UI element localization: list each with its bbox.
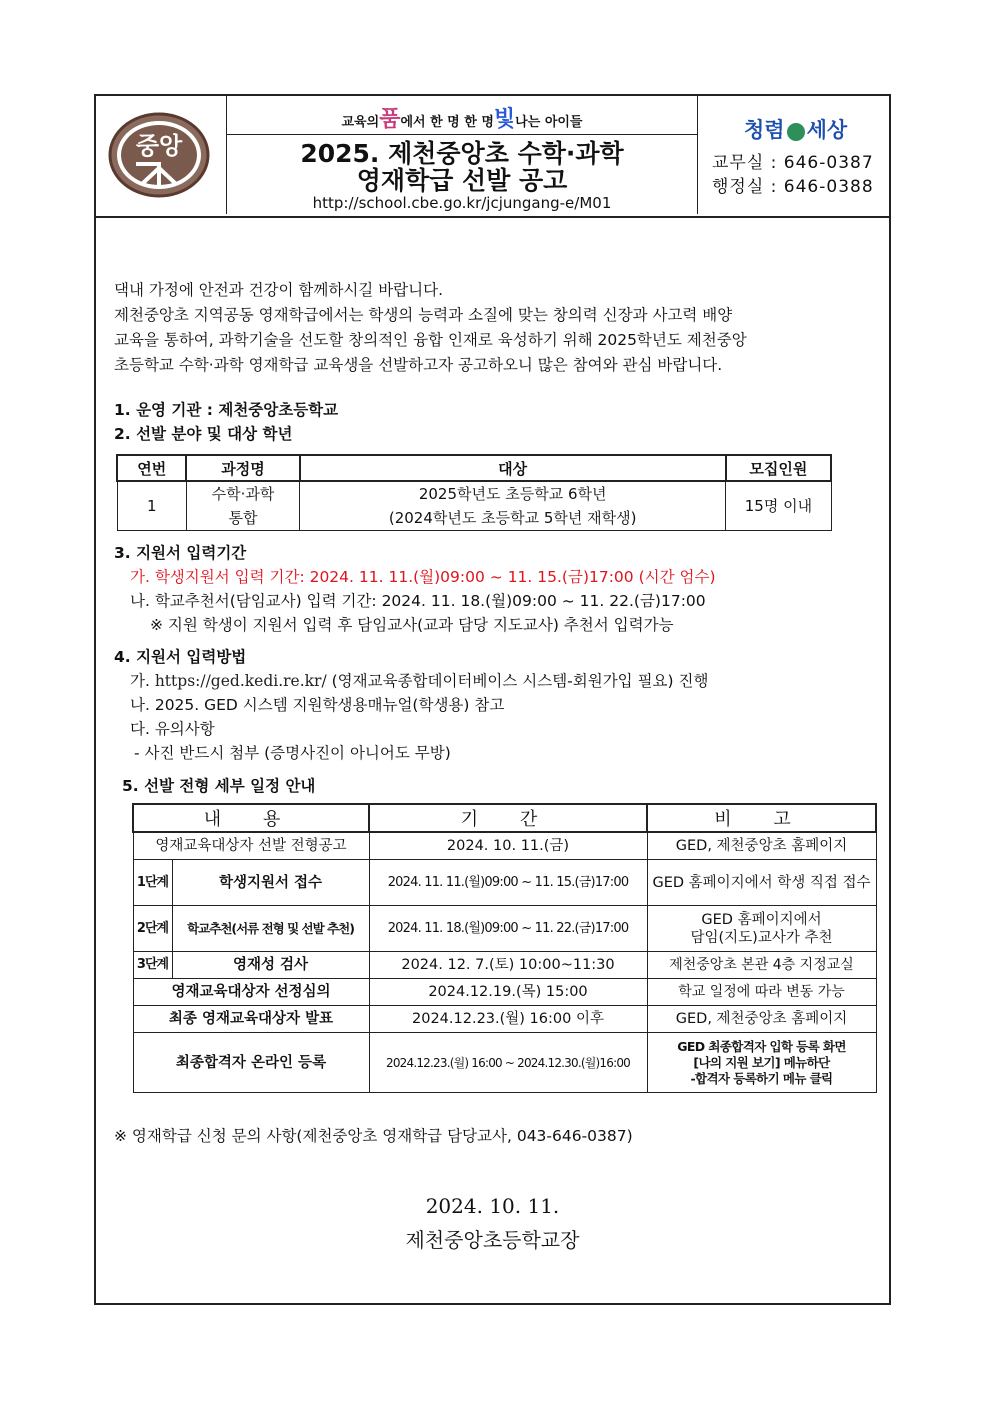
logo-cell: [96, 96, 227, 214]
slogan-mid: 에서 한 명 한 명: [400, 115, 494, 130]
intro-line: 초등학교 수학·과학 영재학급 교육생을 선발하고자 공고하오니 많은 참여와 관심 바랍니다.: [114, 356, 723, 374]
school-url[interactable]: http://school.cbe.go.kr/jcjungang-e/M01: [312, 194, 612, 212]
slogan: [227, 104, 697, 135]
school-logo-icon: [108, 112, 210, 198]
section1-title: 1. 운영 기관 : 제천중앙초등학교: [114, 401, 339, 419]
table-row: [133, 906, 876, 952]
col-count: 모집인원: [726, 455, 831, 481]
brand-left: 청렴: [744, 117, 785, 142]
row-stage: 3단계: [133, 952, 172, 979]
cell-count: 15명 이내: [726, 481, 831, 531]
col-period: 기 간: [369, 804, 647, 832]
document-frame: [94, 94, 891, 1305]
row-note: [647, 906, 876, 952]
row-period: 2024. 11. 11.(월)09:00 ~ 11. 15.(금)17:00: [369, 860, 647, 906]
row-note: [647, 1033, 876, 1093]
row-note-line: GED 최종합격자 입학 등록 화면: [677, 1038, 846, 1054]
row-note: 학교 일정에 따라 변동 가능: [647, 979, 876, 1006]
table-row: [133, 952, 876, 979]
brand-right: 세상: [806, 117, 848, 142]
row-stage: 1단계: [133, 860, 172, 906]
row-period: 2024. 11. 18.(월)09:00 ~ 11. 22.(금)17:00: [369, 906, 647, 952]
row-period: 2024. 10. 11.(금): [369, 832, 647, 860]
section3-title: 3. 지원서 입력기간: [114, 544, 247, 562]
section3-student-period: 가. 학생지원서 입력 기간: 2024. 11. 11.(월)09:00 ~ 11. 15.(금)17:00 (시간 엄수): [130, 568, 716, 586]
method-a-prefix: 가.: [130, 672, 155, 690]
row-content: 최종합격자 온라인 등록: [133, 1033, 369, 1093]
target-table: [116, 454, 832, 531]
row-period: 2024.12.19.(목) 15:00: [369, 979, 647, 1006]
row-content: 영재교육대상자 선정심의: [133, 979, 369, 1006]
phone-admin: 행정실 : 646-0388: [712, 177, 874, 197]
table-row: [133, 860, 876, 906]
row-note: 제천중앙초 본관 4층 지정교실: [647, 952, 876, 979]
contact-cell: [698, 96, 891, 214]
row-stage: 2단계: [133, 906, 172, 952]
cell-no: 1: [117, 481, 186, 531]
table-row: [133, 1033, 876, 1093]
row-note-line: -합격자 등록하기 메뉴 클릭: [690, 1070, 833, 1086]
header: [96, 96, 889, 218]
integrity-brand: [744, 114, 847, 144]
row-period: 2024.12.23.(월) 16:00 이후: [369, 1006, 647, 1033]
row-note: GED 홈페이지에서 학생 직접 접수: [647, 860, 876, 906]
page-title-line2: 영재학급 선발 공고: [356, 166, 568, 195]
table-row: [117, 506, 831, 531]
col-course: 과정명: [186, 455, 299, 481]
table-row: [133, 979, 876, 1006]
col-no: 연번: [117, 455, 186, 481]
section4-method-c: 다. 유의사항: [130, 720, 215, 738]
logo-text: 중앙: [135, 132, 183, 160]
slogan-big2: 빛: [493, 106, 516, 132]
row-period: 2024. 12. 7.(토) 10:00~11:30: [369, 952, 647, 979]
row-note-line: [나의 지원 보기] 메뉴하단: [693, 1054, 830, 1070]
row-content: 학생지원서 접수: [172, 860, 369, 906]
schedule-header-row: [133, 804, 876, 832]
table-row: [133, 832, 876, 860]
row-note-line: 담임(지도)교사가 추천: [690, 929, 833, 946]
table-row: [117, 481, 831, 506]
title-cell: [227, 96, 698, 214]
cell-target-1: 2025학년도 초등학교 6학년: [300, 481, 726, 506]
row-note-line: GED 홈페이지에서: [701, 911, 822, 928]
section2-title: 2. 선발 분야 및 대상 학년: [114, 425, 293, 443]
col-content: 내 용: [133, 804, 369, 832]
section3-teacher-period: 나. 학교추천서(담임교사) 입력 기간: 2024. 11. 18.(월)09:00 ~ 11. 22.(금)17:00: [130, 592, 706, 610]
inquiry-note: ※ 영재학급 신청 문의 사항(제천중앙초 영재학급 담당교사, 043-646-0387): [114, 1127, 633, 1145]
brand-dot-icon: [787, 123, 805, 141]
slogan-big: 품: [379, 106, 401, 132]
intro-line: 제천중앙초 지역공동 영재학급에서는 학생의 능력과 소질에 맞는 창의력 신장과 사고력 배양: [114, 306, 733, 324]
slogan-pre: 교육의: [341, 115, 380, 130]
cell-course-2: 통합: [186, 506, 299, 531]
phone-academic: 교무실 : 646-0387: [712, 153, 874, 173]
row-content: 최종 영재교육대상자 발표: [133, 1006, 369, 1033]
row-content: 영재교육대상자 선발 전형공고: [133, 832, 369, 860]
col-note: 비 고: [647, 804, 876, 832]
row-content: 학교추천(서류 전형 및 선발 추천): [172, 906, 369, 952]
section4-title: 4. 지원서 입력방법: [114, 648, 247, 666]
schedule-table: [132, 803, 877, 1093]
section4-method-b: 나. 2025. GED 시스템 지원학생용매뉴얼(학생용) 참고: [130, 696, 505, 714]
col-target: 대상: [300, 455, 726, 481]
intro-paragraph: [114, 278, 874, 378]
issue-date: 2024. 10. 11.: [425, 1194, 560, 1218]
table-row: [133, 1006, 876, 1033]
intro-line: 댁내 가정에 안전과 건강이 함께하시길 바랍니다.: [114, 281, 444, 299]
cell-course-1: 수학·과학: [186, 481, 299, 506]
section5-title: 5. 선발 전형 세부 일정 안내: [122, 777, 316, 795]
slogan-post: 나는 아이들: [515, 115, 583, 130]
section4-caution-item: - 사진 반드시 첨부 (증명사진이 아니어도 무방): [134, 744, 451, 762]
row-note: GED, 제천중앙초 홈페이지: [647, 1006, 876, 1033]
section4-method-a: [130, 669, 708, 693]
method-a-suffix: (영재교육종합데이터베이스 시스템-회원가입 필요) 진행: [326, 672, 709, 690]
section3-note: ※ 지원 학생이 지원서 입력 후 담임교사(교과 담당 지도교사) 추천서 입력가능: [150, 616, 674, 634]
row-content: 영재성 검사: [172, 952, 369, 979]
row-period: 2024.12.23.(월) 16:00 ~ 2024.12.30.(월)16:00: [369, 1033, 647, 1093]
intro-line: 교육을 통하여, 과학기술을 선도할 창의적인 융합 인재로 육성하기 위해 2025학년도 제천중앙: [114, 331, 747, 349]
row-note: GED, 제천중앙초 홈페이지: [647, 832, 876, 860]
cell-target-2: (2024학년도 초등학교 5학년 재학생): [300, 506, 726, 531]
table-header-row: [117, 455, 831, 481]
ged-link[interactable]: https://ged.kedi.re.kr/: [154, 672, 327, 690]
signer: 제천중앙초등학교장: [405, 1228, 580, 1252]
page-title-line1: 2025. 제천중앙초 수학·과학: [300, 139, 624, 168]
